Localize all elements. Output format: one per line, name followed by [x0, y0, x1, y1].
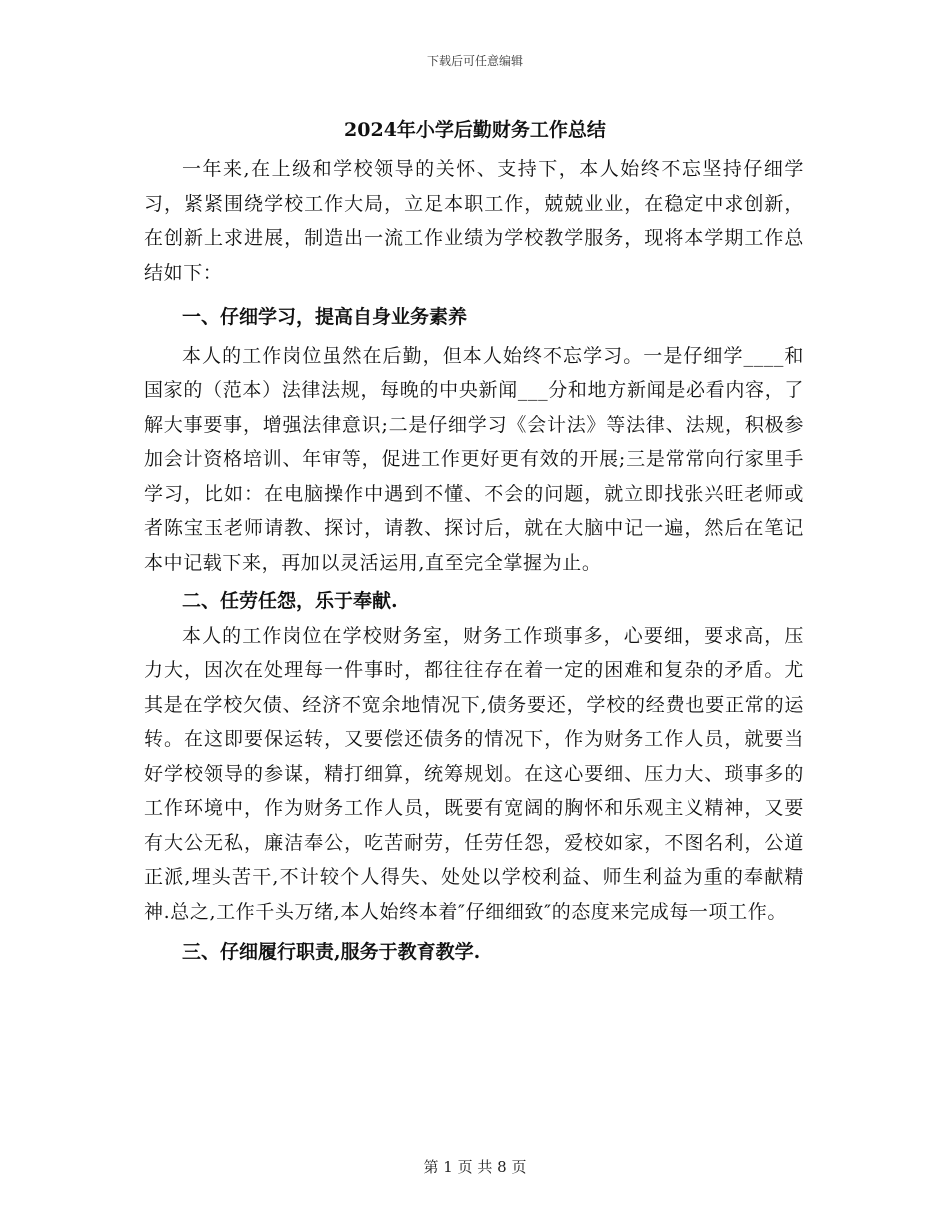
intro-paragraph: 一年来,在上级和学校领导的关怀、支持下，本人始终不忘坚持仔细学习，紧紧围绕学校工作大局，立足本职工作，兢兢业业，在稳定中求创新，在创新上求进展，制造出一流工作业绩为学校教学服务，现将本学期工作总结如下：	[144, 158, 804, 284]
section-paragraph-1: 本人的工作岗位虽然在后勤，但本人始终不忘学习。一是仔细学____和国家的（范本）法律法规，每晚的中央新闻___分和地方新闻是必看内容，了解大事要事，增强法律意识;二是仔细学习《会计法》等法律、法规，积极参加会计资格培训、年审等，促进工作更好更有效的开展;三是常常向行家里手学习，比如：在电脑操作中遇到不懂、不会的问题，就立即找张兴旺老师或者陈宝玉老师请教、探讨，请教、探讨后，就在大脑中记一遍，然后在笔记本中记载下来，再加以灵活运用,直至完全掌握为止。	[144, 344, 804, 574]
document-body	[144, 152, 804, 970]
section-heading-1: 一、仔细学习，提高自身业务素养	[182, 306, 468, 328]
section-paragraph-2: 本人的工作岗位在学校财务室，财务工作琐事多，心要细，要求高，压力大，因次在处理每一件事时，都往往存在着一定的困难和复杂的矛盾。尤其是在学校欠债、经济不宽余地情况下,债务要还，学校的经费也要正常的运转。在这即要保运转，又要偿还债务的情况下，作为财务工作人员，就要当好学校领导的参谋，精打细算，统筹规划。在这心要细、压力大、琐事多的工作环境中，作为财务工作人员，既要有宽阔的胸怀和乐观主义精神，又要有大公无私，廉洁奉公，吃苦耐劳，任劳任怨，爱校如家，不图名利，公道正派,埋头苦干,不计较个人得失、处处以学校利益、师生利益为重的奉献精神.总之,工作千头万绪,本人始终本着″仔细细致″的态度来完成每一项工作。	[144, 624, 804, 923]
header-note: 下载后可任意编辑	[426, 54, 523, 68]
page-title: 2024年小学后勤财务工作总结	[344, 119, 606, 141]
page-indicator: 第 1 页 共 8 页	[423, 1158, 527, 1176]
section-heading-2: 二、任劳任怨，乐于奉献.	[182, 590, 398, 612]
section-heading-3: 三、仔细履行职责,服务于教育教学.	[182, 941, 481, 963]
